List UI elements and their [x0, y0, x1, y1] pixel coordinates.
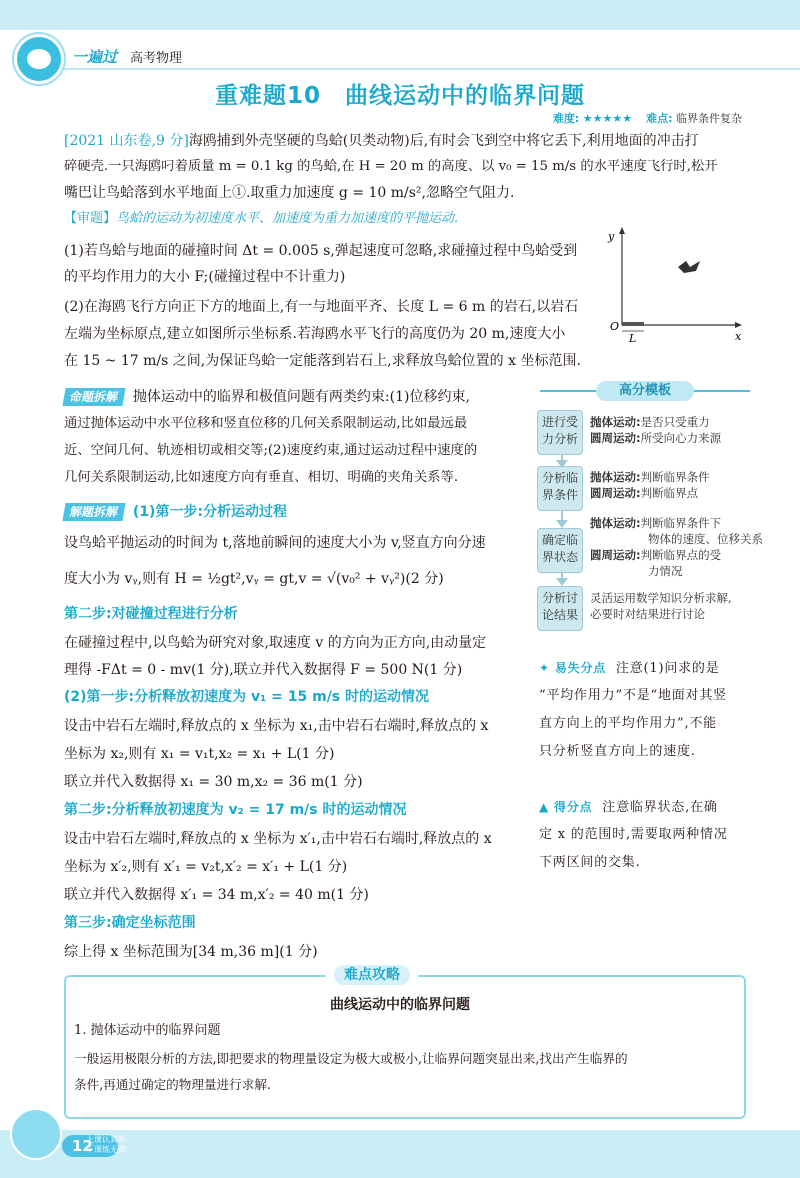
key-box-heading: 曲线运动中的临界问题	[330, 997, 470, 1013]
solution-line: 联立并代入数据得 x₁ = 30 m,x₂ = 36 m(1 分)	[64, 774, 363, 790]
q2-line-2: 左端为坐标原点,建立如图所示坐标系.若海鸥水平飞行的高度仍为 20 m,速度大小	[64, 326, 566, 342]
mistake-note-line: 只分析竖直方向上的速度.	[539, 744, 696, 759]
flow-arrow-icon	[556, 520, 568, 528]
flow-text: 抛体运动:判断临界条件 圆周运动:判断临界点	[590, 470, 710, 500]
solution-line: 坐标为 x′₂,则有 x′₁ = v₂t,x′₂ = x′₁ + L(1 分)	[64, 859, 348, 875]
flow-box-force: 进行受 力分析	[537, 410, 583, 455]
review-hint: 【审题】鸟蛤的运动为初速度水平、加速度为重力加速度的平抛运动.	[64, 211, 459, 226]
y-axis-arrow-icon	[619, 227, 625, 234]
difficulty-stars: ★★★★★	[582, 112, 633, 125]
solution-step1-row: 解题拆解 (1)第一步:分析运动过程	[64, 499, 287, 525]
solution-line: 联立并代入数据得 x′₁ = 34 m,x′₂ = 40 m(1 分)	[64, 887, 369, 903]
mistake-label: ✦ 易失分点	[539, 661, 607, 675]
solution-line: 设鸟蛤平抛运动的时间为 t,落地前瞬间的速度大小为 v,竖直方向分速	[64, 535, 486, 551]
problem-line-2: 碎硬壳.一只海鸥叼着质量 m = 0.1 kg 的鸟蛤,在 H = 20 m 的高度、以 v₀ = 15 m/s 的水平速度飞行时,松开	[64, 159, 718, 174]
q2-line-3: 在 15 ~ 17 m/s 之间,为保证鸟蛤一定能落到岩石上,求释放鸟蛤位置的 x 坐标范围.	[64, 353, 581, 369]
solution-line: 在碰撞过程中,以鸟蛤为研究对象,取速度 v 的方向为正方向,由动量定	[64, 635, 487, 651]
rock-shape	[622, 322, 644, 326]
book-title: 高考物理	[130, 51, 183, 66]
score-label: ▲ 得分点	[539, 800, 593, 814]
flow-text: 抛体运动:是否只受重力 圆周运动:所受向心力来源	[590, 415, 722, 445]
q2-line-1: (2)在海鸥飞行方向正下方的地面上,有一与地面平齐、长度 L = 6 m 的岩石,以岩石	[64, 299, 579, 315]
q2-step1-title: (2)第一步:分析释放初速度为 v₁ = 15 m/s 时的运动情况	[64, 689, 430, 705]
page-number: 12	[62, 1135, 118, 1157]
analysis-line-1: 命题拆解 抛体运动中的临界和极值问题有两类约束:(1)位移约束,	[64, 384, 470, 410]
key-points-tab: 难点攻略	[326, 965, 418, 985]
flow-box-discuss-result: 分析讨 论结果	[537, 586, 583, 631]
origin-label: O	[610, 320, 620, 333]
key-point-value: 临界条件复杂	[676, 112, 742, 125]
flow-text: 抛体运动:判断临界条件下 物体的速度、位移关系 圆周运动:判断临界点的受 力情况	[590, 516, 763, 578]
sidebar-title: 高分模板	[596, 381, 694, 401]
flow-arrow-icon	[556, 578, 568, 586]
problem-line-3: 嘴巴让鸟蛤落到水平地面上①.取重力加速度 g = 10 m/s²,忽略空气阻力.	[64, 185, 515, 201]
difficulty-label: 难度:	[552, 112, 580, 125]
footer-slogan: 上课认真听 下课练无敌	[86, 1135, 126, 1154]
x-label: x	[735, 330, 742, 343]
key-box-line: 一般运用极限分析的方法,即把要求的物理量设定为极大或极小,让临界问题突显出来,找出产生临界的	[74, 1051, 628, 1066]
score-note-line: ▲ 得分点 注意临界状态,在确	[539, 800, 718, 815]
length-label: L	[629, 332, 637, 345]
mascot-icon	[10, 1108, 62, 1160]
flow-text: 灵活运用数学知识分析求解, 必要时对结果进行讨论	[590, 591, 732, 621]
problem-line-1: [2021 山东卷,9 分]海鸥捕到外壳坚硬的鸟蛤(贝类动物)后,有时会飞到空中将它丢下,利用地面的冲击打	[64, 133, 699, 149]
header-divider	[62, 68, 800, 70]
y-label: y	[608, 230, 615, 243]
q1-line-1: (1)若鸟蛤与地面的碰撞时间 Δt = 0.005 s,弹起速度可忽略,求碰撞过程中鸟蛤受到	[64, 243, 578, 259]
key-box-subheading: 1. 抛体运动中的临界问题	[74, 1023, 221, 1038]
key-point-label: 难点:	[646, 112, 673, 125]
mistake-note-line: ✦ 易失分点 注意(1)问求的是	[539, 661, 720, 676]
q2-step3-title: 第三步:确定坐标范围	[64, 915, 196, 931]
analysis-tag: 命题拆解	[62, 388, 125, 406]
brand-name: 一遍过	[72, 48, 118, 66]
solution-line: 设击中岩石左端时,释放点的 x 坐标为 x′₁,击中岩石右端时,释放点的 x	[64, 831, 492, 847]
score-note-line: 下两区间的交集.	[539, 855, 641, 870]
x-axis-arrow-icon	[735, 322, 742, 328]
key-box-line: 条件,再通过确定的物理量进行求解.	[74, 1077, 271, 1092]
solution-step2-title: 第二步:对碰撞过程进行分析	[64, 606, 238, 622]
solution-tag: 解题拆解	[62, 503, 125, 521]
solution-line: 坐标为 x₂,则有 x₁ = v₁t,x₂ = x₁ + L(1 分)	[64, 746, 335, 762]
solution-line: 度大小为 vᵧ,则有 H = ½gt²,vᵧ = gt,v = √(v₀² + vᵧ²)(2 分)	[64, 571, 444, 587]
seagull-icon	[678, 261, 700, 273]
flow-box-critical-condition: 分析临 界条件	[537, 466, 583, 511]
lightbulb-icon: ✦	[539, 661, 550, 675]
mistake-note-line: “平均作用力”不是“地面对其竖	[539, 688, 727, 703]
page-title: 重难题10 曲线运动中的临界问题	[214, 83, 585, 109]
analysis-line-4: 几何关系限制运动,比如速度方向有垂直、相切、明确的夹角关系等.	[64, 470, 459, 485]
difficulty-row	[553, 110, 742, 126]
solution-line: 设击中岩石左端时,释放点的 x 坐标为 x₁,击中岩石右端时,释放点的 x	[64, 718, 489, 734]
flow-box-critical-state: 确定临 界状态	[537, 528, 583, 573]
q1-line-2: 的平均作用力的大小 F;(碰撞过程中不计重力)	[64, 269, 346, 285]
solution-line: 综上得 x 坐标范围为[34 m,36 m](1 分)	[64, 944, 318, 960]
logo-face-icon	[27, 49, 51, 69]
analysis-line-2: 通过抛体运动中水平位移和竖直位移的几何关系限制运动,比如最远最	[64, 416, 468, 431]
analysis-line-3: 近、空间几何、轨迹相切或相交等;(2)速度约束,通过运动过程中速度的	[64, 443, 478, 458]
score-note-line: 定 x 的范围时,需要取两种情况	[539, 827, 728, 842]
q2-step2-title: 第二步:分析释放初速度为 v₂ = 17 m/s 时的运动情况	[64, 802, 407, 818]
mistake-note-line: 直方向上的平均作用力”,不能	[539, 716, 717, 731]
header-band	[0, 0, 800, 30]
solution-line: 理得 -FΔt = 0 - mv(1 分),联立并代入数据得 F = 500 N(1 分)	[64, 662, 463, 678]
coordinate-diagram	[600, 225, 745, 350]
thumbs-up-icon: ▲	[539, 800, 550, 814]
problem-source: [2021 山东卷,9 分]	[64, 133, 189, 149]
